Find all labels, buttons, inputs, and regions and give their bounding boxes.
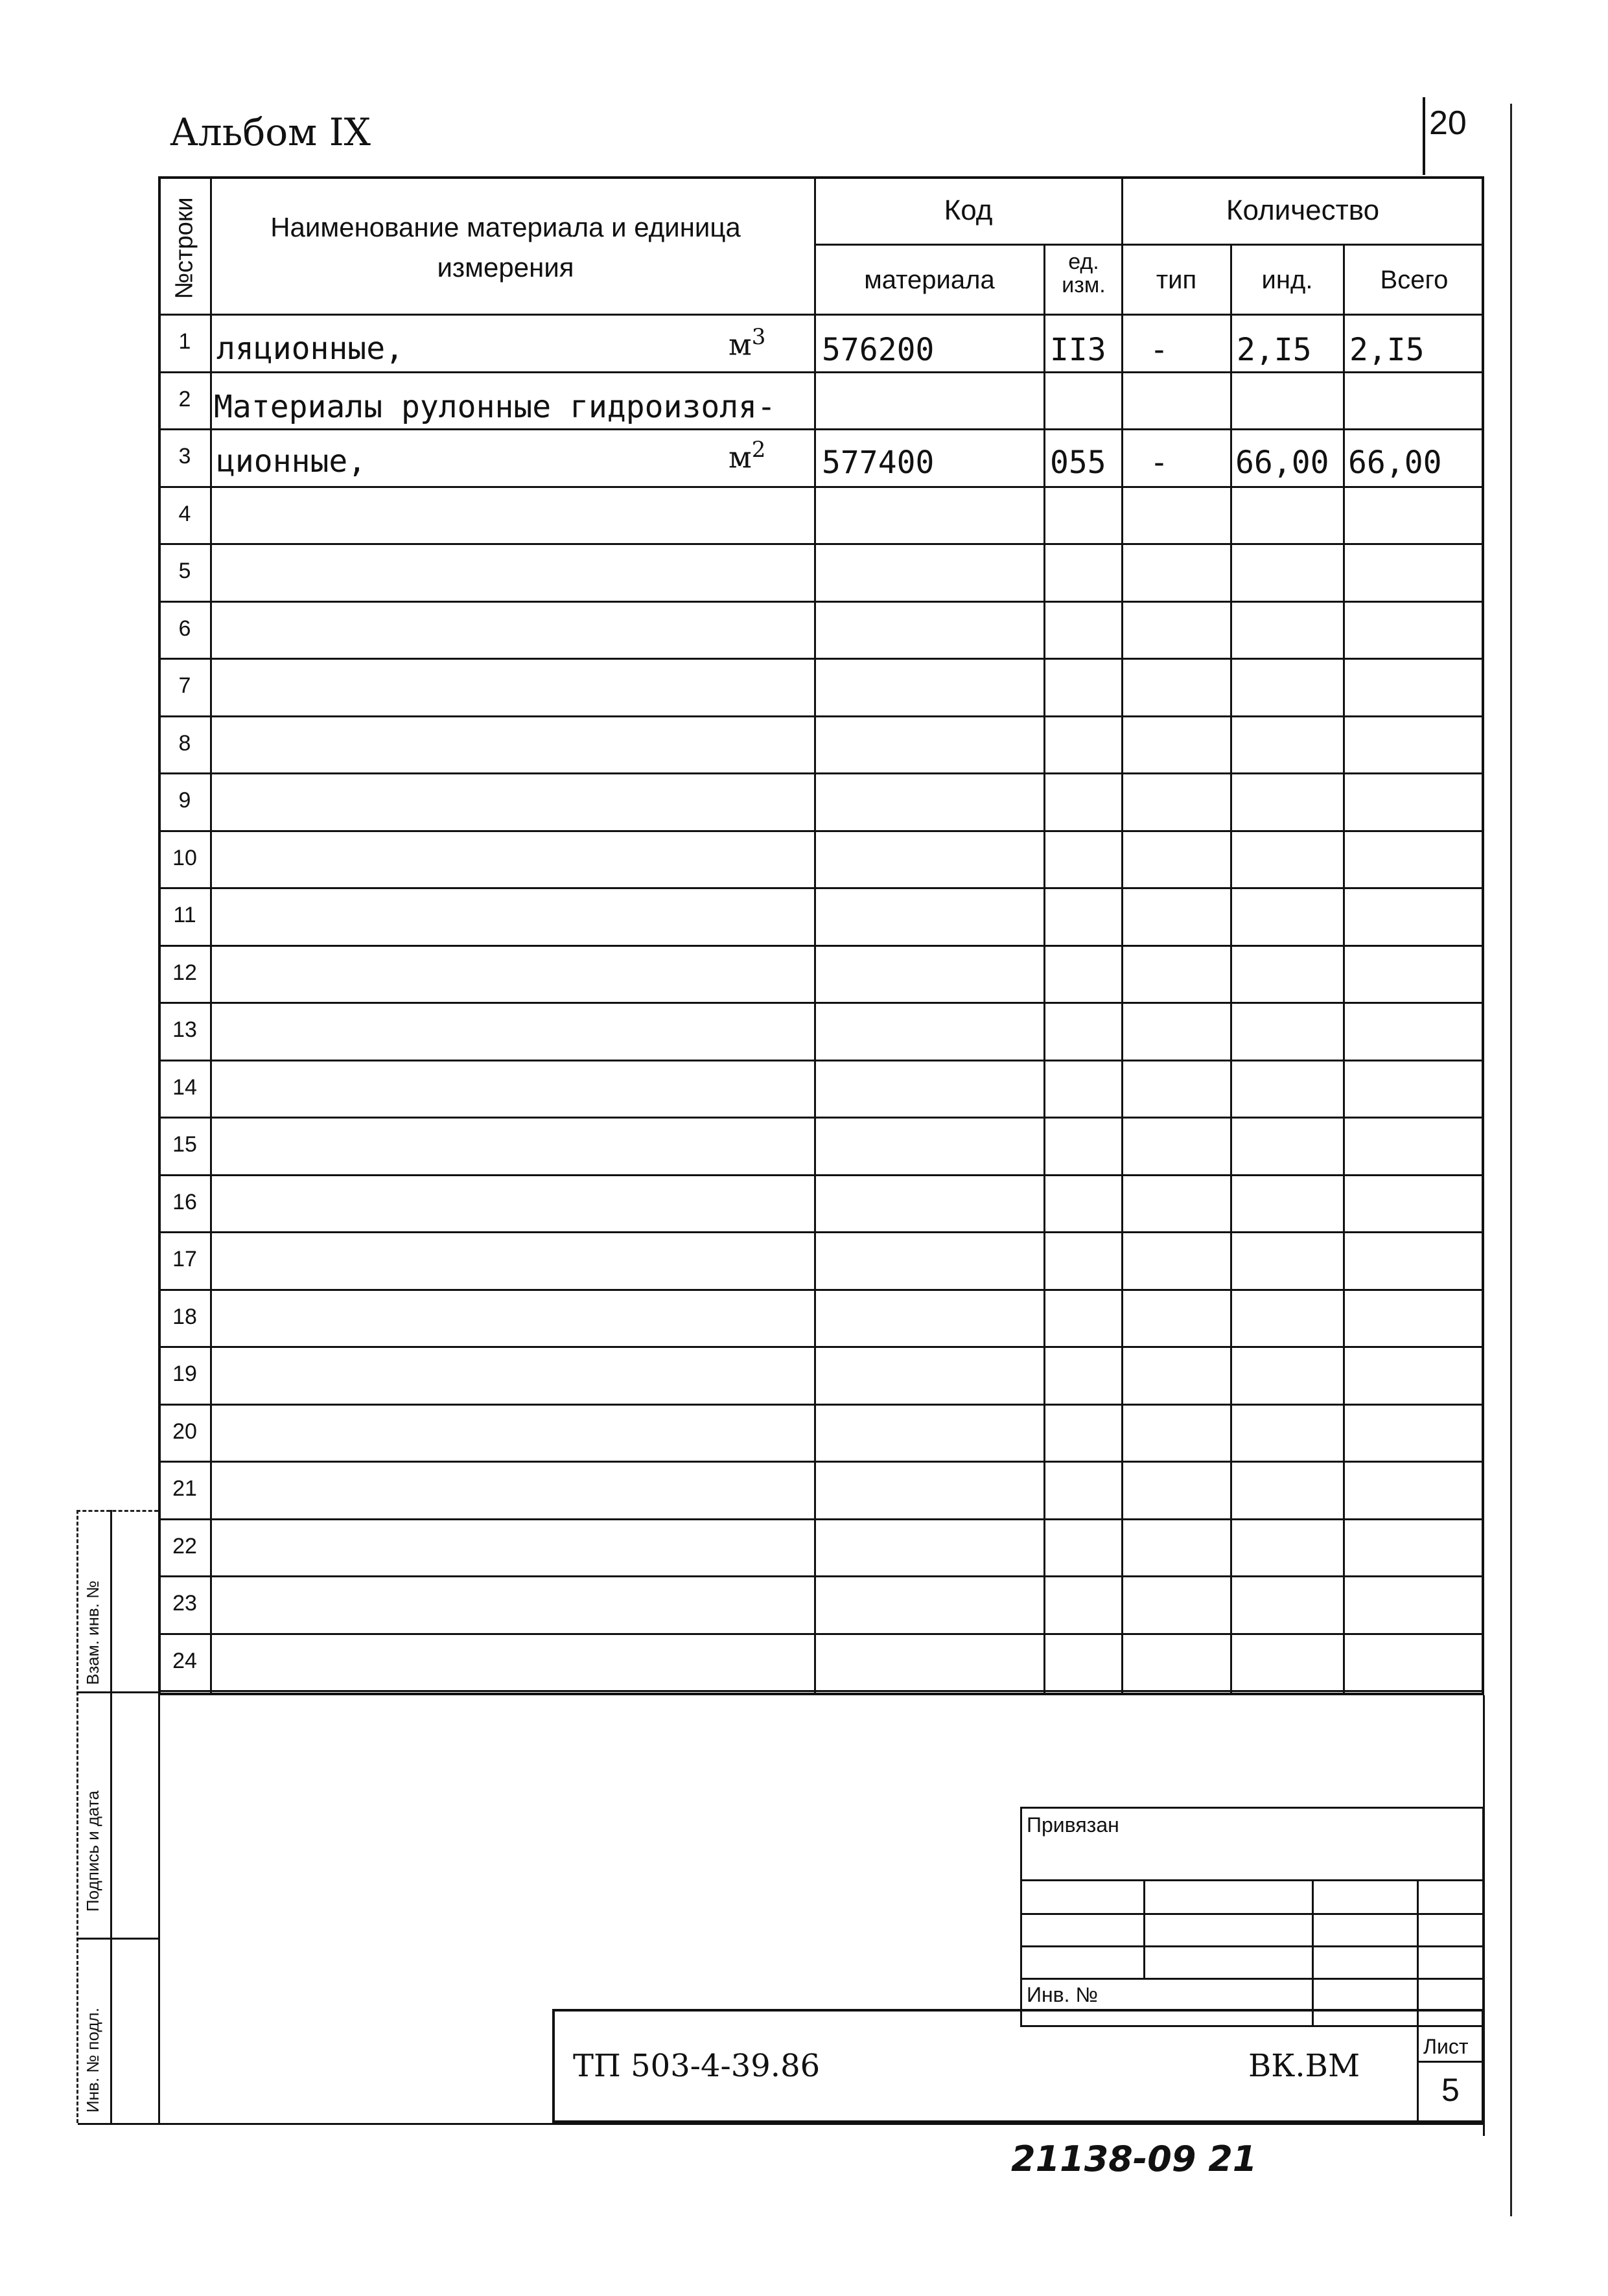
row-number: 13: [172, 1017, 197, 1042]
row-divider: [158, 772, 1484, 774]
row-divider: [158, 601, 1484, 603]
row-number: 15: [172, 1132, 197, 1157]
row-divider: [158, 428, 1484, 430]
row-number: 4: [178, 502, 191, 526]
row-number: 9: [178, 788, 191, 813]
page-number-divider: [1423, 97, 1425, 175]
page-number: 20: [1429, 104, 1467, 142]
col-divider-unit: [1121, 176, 1123, 1695]
row-number: 11: [173, 903, 196, 927]
row3-material-code: 577400: [822, 445, 935, 481]
row1-material-code: 576200: [822, 332, 935, 368]
row-divider: [158, 945, 1484, 947]
side-original-inventory: Инв. № подл.: [83, 2008, 102, 2113]
row-divider: [158, 1060, 1484, 1061]
row-number: 18: [172, 1305, 197, 1329]
attach-line-2: [1020, 1913, 1484, 1915]
side-stamp-outer-line: [76, 1510, 78, 2123]
row-number: 21: [172, 1476, 197, 1501]
row-divider: [158, 371, 1484, 373]
sheet-label-divider: [1417, 2061, 1484, 2063]
header-divider: [815, 244, 1484, 246]
side-stamp-divider-2: [76, 1938, 158, 1940]
row-divider: [158, 887, 1484, 889]
row1-unit: $м^3$: [728, 324, 766, 362]
row3-unit-code: 055: [1050, 445, 1106, 481]
header-name: Наименование материала и единица измерения: [270, 212, 741, 283]
col-divider-name: [814, 176, 816, 1695]
row-divider: [158, 543, 1484, 545]
row-number: 14: [172, 1075, 197, 1100]
sheet-right-edge: [1510, 104, 1512, 2216]
side-signature-date: Подпись и дата: [83, 1790, 102, 1912]
document-code: ТП 503-4-39.86: [573, 2048, 821, 2084]
row-divider: [158, 830, 1484, 832]
row-divider: [158, 1002, 1484, 1004]
sheet-label: Лист: [1423, 2035, 1469, 2058]
album-title: Альбом IX: [170, 110, 371, 154]
header-code: Код: [944, 194, 993, 226]
row-number: 17: [172, 1247, 197, 1271]
header-quantity: Количество: [1226, 194, 1380, 226]
row-number: 8: [178, 731, 191, 756]
row-divider: [158, 1690, 1484, 1692]
row2-name: Материалы рулонные гидроизоля-: [214, 389, 776, 425]
attach-col-3: [1417, 1879, 1419, 2027]
sheet-divider: [1417, 2027, 1419, 2123]
row-number: 20: [172, 1419, 197, 1444]
row1-total: 2,I5: [1349, 332, 1425, 368]
attach-line-4: [1020, 1978, 1484, 1980]
attach-col-1: [1143, 1879, 1145, 1978]
header-row-number: №строки: [170, 197, 198, 299]
row-divider: [158, 1461, 1484, 1463]
row-number: 2: [178, 387, 191, 412]
row-divider: [158, 1633, 1484, 1635]
row3-type: -: [1150, 445, 1169, 481]
row-number: 22: [172, 1534, 197, 1559]
row-divider: [158, 486, 1484, 488]
row1-ind: 2,I5: [1237, 332, 1312, 368]
sheet-number: 5: [1441, 2072, 1460, 2108]
row-divider: [158, 1518, 1484, 1520]
row-divider: [158, 1575, 1484, 1577]
row-number: 7: [178, 673, 191, 698]
row-divider: [158, 1231, 1484, 1233]
lower-left-border: [158, 1695, 160, 2123]
row-number: 23: [172, 1591, 197, 1616]
row-divider: [158, 1346, 1484, 1348]
header-qty-ind: инд.: [1261, 266, 1313, 294]
row-divider: [158, 658, 1484, 660]
side-replaced-inventory: Взам. инв. №: [83, 1580, 102, 1685]
section-code: ВК.ВМ: [1248, 2048, 1360, 2084]
row3-name: ционные,: [216, 443, 367, 480]
col-divider-material: [1043, 244, 1045, 1695]
attach-col-2: [1312, 1879, 1314, 2027]
col-divider-type: [1230, 244, 1232, 1695]
row-number: 3: [178, 444, 191, 469]
row-divider: [158, 1174, 1484, 1176]
row1-unit-code: II3: [1050, 332, 1106, 368]
row-divider: [158, 1117, 1484, 1119]
row-divider: [158, 1289, 1484, 1291]
row-number: 16: [172, 1190, 197, 1214]
attach-line-3: [1020, 1945, 1484, 1947]
row-number: 5: [178, 559, 191, 583]
inventory-number-label: Инв. №: [1027, 1983, 1098, 2006]
attached-label: Привязан: [1027, 1813, 1119, 1837]
row3-total: 66,00: [1348, 445, 1442, 481]
row-number: 1: [178, 329, 191, 354]
col-divider-rownum: [210, 176, 212, 1695]
header-qty-total: Всего: [1380, 266, 1449, 294]
header-code-unit: ед. изм.: [1062, 249, 1106, 297]
row1-name: ляционные,: [216, 330, 404, 367]
side-stamp-inner-line: [110, 1510, 112, 2123]
row-number: 19: [172, 1362, 197, 1386]
header-code-material: материала: [864, 266, 995, 294]
side-stamp-top: [76, 1510, 158, 1512]
row1-type: -: [1150, 332, 1169, 368]
row3-ind: 66,00: [1235, 445, 1329, 481]
header-bottom: [158, 314, 1484, 316]
row-number: 24: [172, 1649, 197, 1673]
col-divider-ind: [1343, 244, 1345, 1695]
row-number: 12: [172, 960, 197, 985]
row3-unit: $м^2$: [728, 437, 766, 475]
row-number: 10: [172, 846, 197, 870]
attach-line-1: [1020, 1879, 1484, 1881]
side-stamp-divider-1: [76, 1691, 158, 1693]
header-qty-type: тип: [1156, 266, 1197, 294]
row-divider: [158, 1404, 1484, 1406]
row-number: 6: [178, 616, 191, 641]
row-divider: [158, 715, 1484, 717]
handwritten-note: 21138-09 21: [1011, 2139, 1257, 2179]
sheet-bottom-line: [78, 2123, 1484, 2125]
